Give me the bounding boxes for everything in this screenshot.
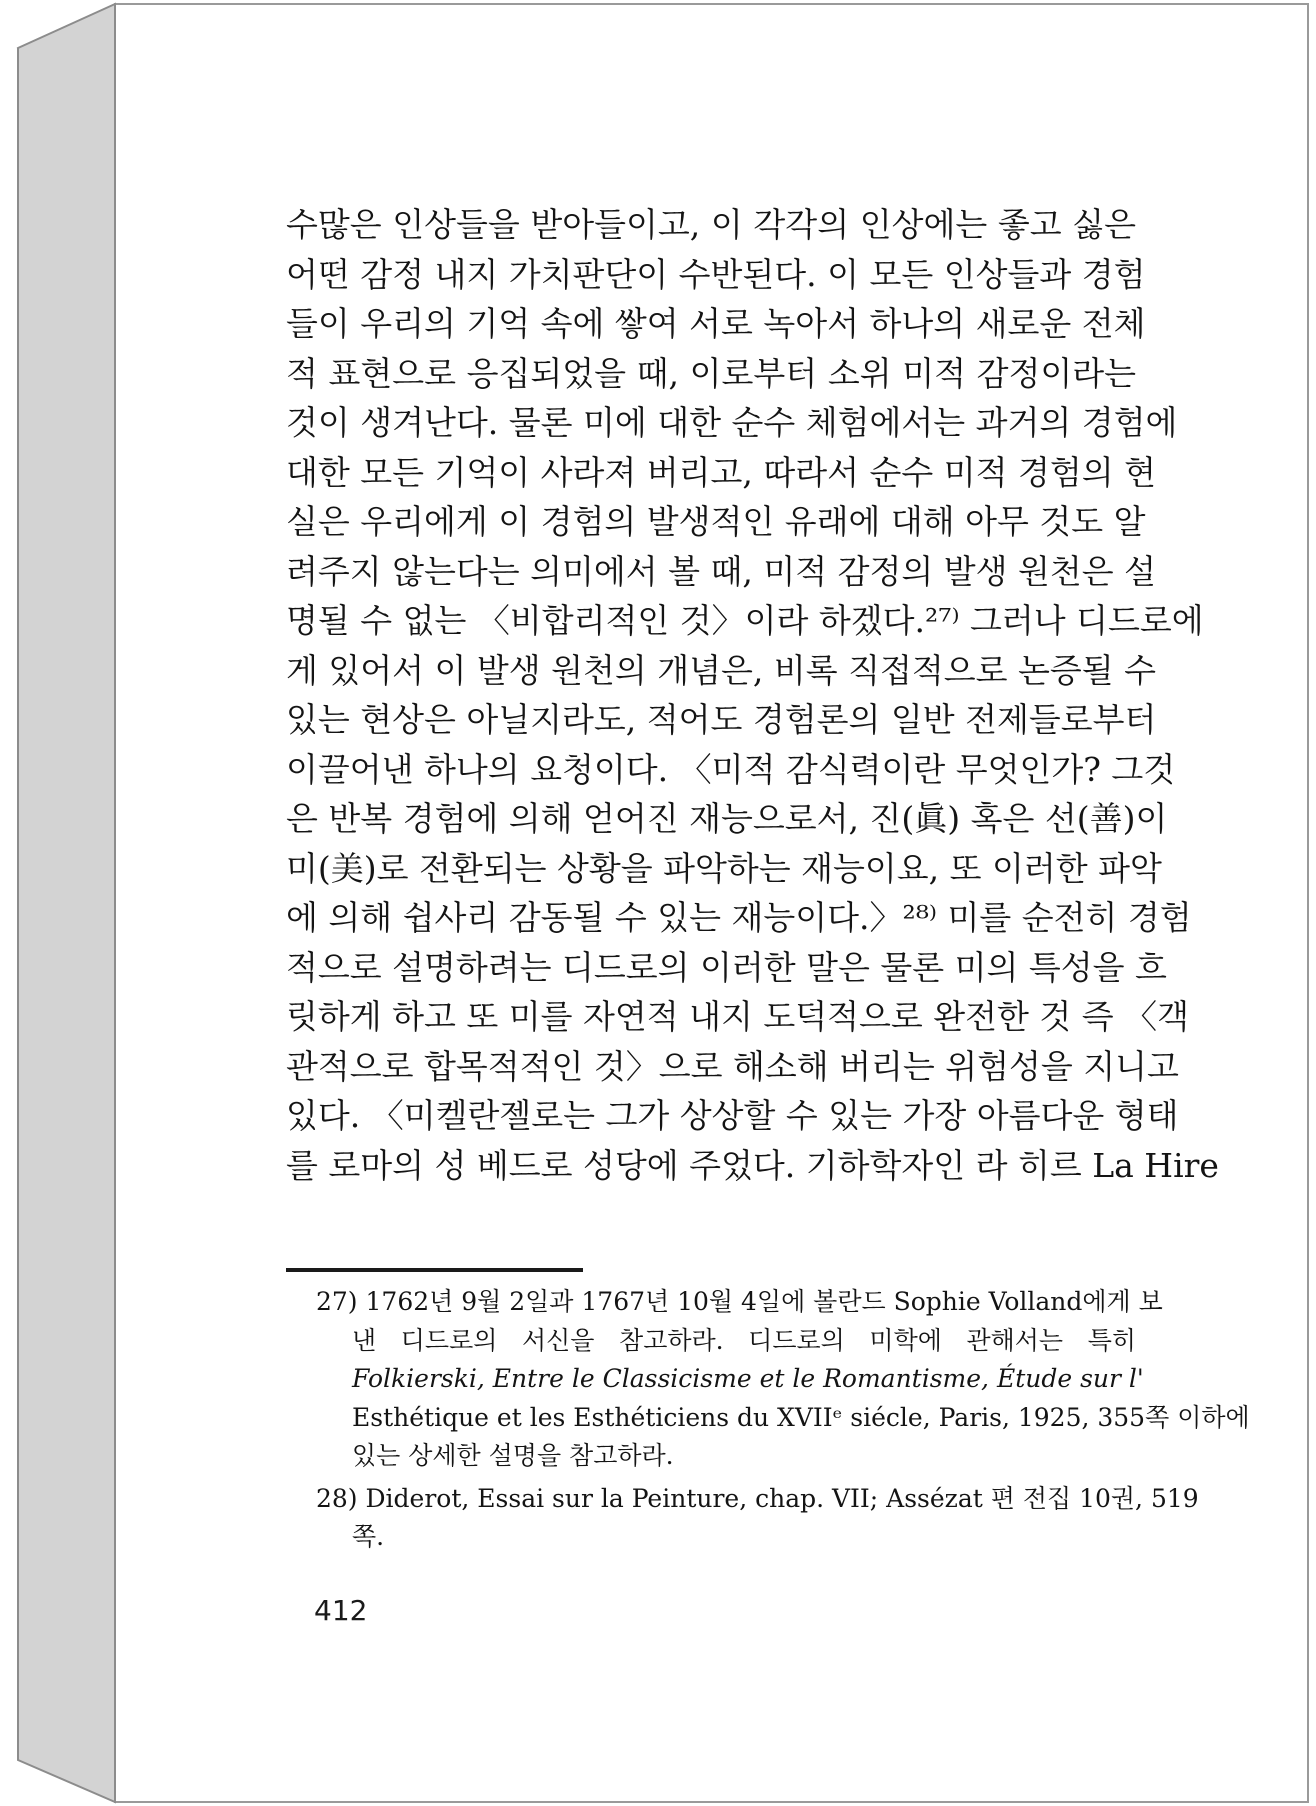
body-text: [286, 200, 1219, 1190]
body-line: 관적으로 합목적적인 것〉으로 해소해 버리는 위험성을 지니고: [286, 1046, 1179, 1086]
body-line: 게 있어서 이 발생 원천의 개념은, 비록 직접적으로 논증될 수: [286, 650, 1156, 690]
body-line: 어떤 감정 내지 가치판단이 수반된다. 이 모든 인상들과 경험: [286, 254, 1146, 294]
body-line: 있는 현상은 아닐지라도, 적어도 경험론의 일반 전제들로부터: [286, 700, 1157, 739]
footnote-line: 27) 1762년 9월 2일과 1767년 10월 4일에 볼란드 Sophie Volland에게 보: [316, 1287, 1163, 1316]
body-line: 에 의해 쉽사리 감동될 수 있는 재능이다.〉²⁸⁾ 미를 순전히 경험: [286, 898, 1192, 937]
footnote-28: [316, 1480, 1199, 1557]
body-line: 미(美)로 전환되는 상황을 파악하는 재능이요, 또 이러한 파악: [286, 848, 1162, 888]
body-line: 이끌어낸 하나의 요청이다. 〈미적 감식력이란 무엇인가? 그것: [286, 749, 1176, 789]
footnote-rule: [286, 1268, 583, 1272]
footnote-line: 있는 상세한 설명을 참고하라.: [352, 1441, 674, 1470]
footnote-line: Folkierski, Entre le Classicisme et le Romantisme, Étude sur l': [352, 1364, 1144, 1393]
body-line: 것이 생겨난다. 물론 미에 대한 순수 체험에서는 과거의 경험에: [286, 403, 1178, 442]
book-spine-side: [18, 4, 115, 1802]
body-line: 있다. 〈미켈란젤로는 그가 상상할 수 있는 가장 아름다운 형태: [286, 1096, 1179, 1135]
body-line: 명될 수 없는 〈비합리적인 것〉이라 하겠다.²⁷⁾ 그러나 디드로에: [286, 601, 1204, 640]
body-line: 를 로마의 성 베드로 성당에 주었다. 기하학자인 라 히르 La Hire: [286, 1145, 1219, 1185]
body-line: 적 표현으로 응집되었을 때, 이로부터 소위 미적 감정이라는: [286, 353, 1136, 393]
body-line: 릿하게 하고 또 미를 자연적 내지 도덕적으로 완전한 것 즉 〈객: [286, 997, 1189, 1036]
footnotes: [316, 1283, 1250, 1557]
body-line: 수많은 인상들을 받아들이고, 이 각각의 인상에는 좋고 싫은: [286, 205, 1136, 244]
body-line: 들이 우리의 기억 속에 쌓여 서로 녹아서 하나의 새로운 전체: [286, 304, 1146, 343]
body-line: 적으로 설명하려는 디드로의 이러한 말은 물론 미의 특성을 흐: [286, 947, 1167, 987]
body-line: 려주지 않는다는 의미에서 볼 때, 미적 감정의 발생 원천은 설: [286, 551, 1156, 591]
footnote-line: 28) Diderot, Essai sur la Peinture, chap. VII; Assézat 편 전집 10권, 519: [316, 1483, 1199, 1513]
page-number: 412: [314, 1594, 368, 1627]
body-line: 대한 모든 기억이 사라져 버리고, 따라서 순수 미적 경험의 현: [286, 452, 1156, 492]
body-line: 은 반복 경험에 의해 얻어진 재능으로서, 진(眞) 혹은 선(善)이: [286, 799, 1168, 838]
footnote-line: Esthétique et les Esthéticiens du XVIIᵉ siécle, Paris, 1925, 355쪽 이하에: [352, 1402, 1250, 1432]
footnote-27: [316, 1283, 1250, 1476]
footnote-line: 쪽.: [352, 1522, 385, 1551]
footnote-line: 낸 디드로의 서신을 참고하라. 디드로의 미학에 관해서는 특히: [352, 1325, 1136, 1355]
body-line: 실은 우리에게 이 경험의 발생적인 유래에 대해 아무 것도 알: [286, 502, 1146, 541]
